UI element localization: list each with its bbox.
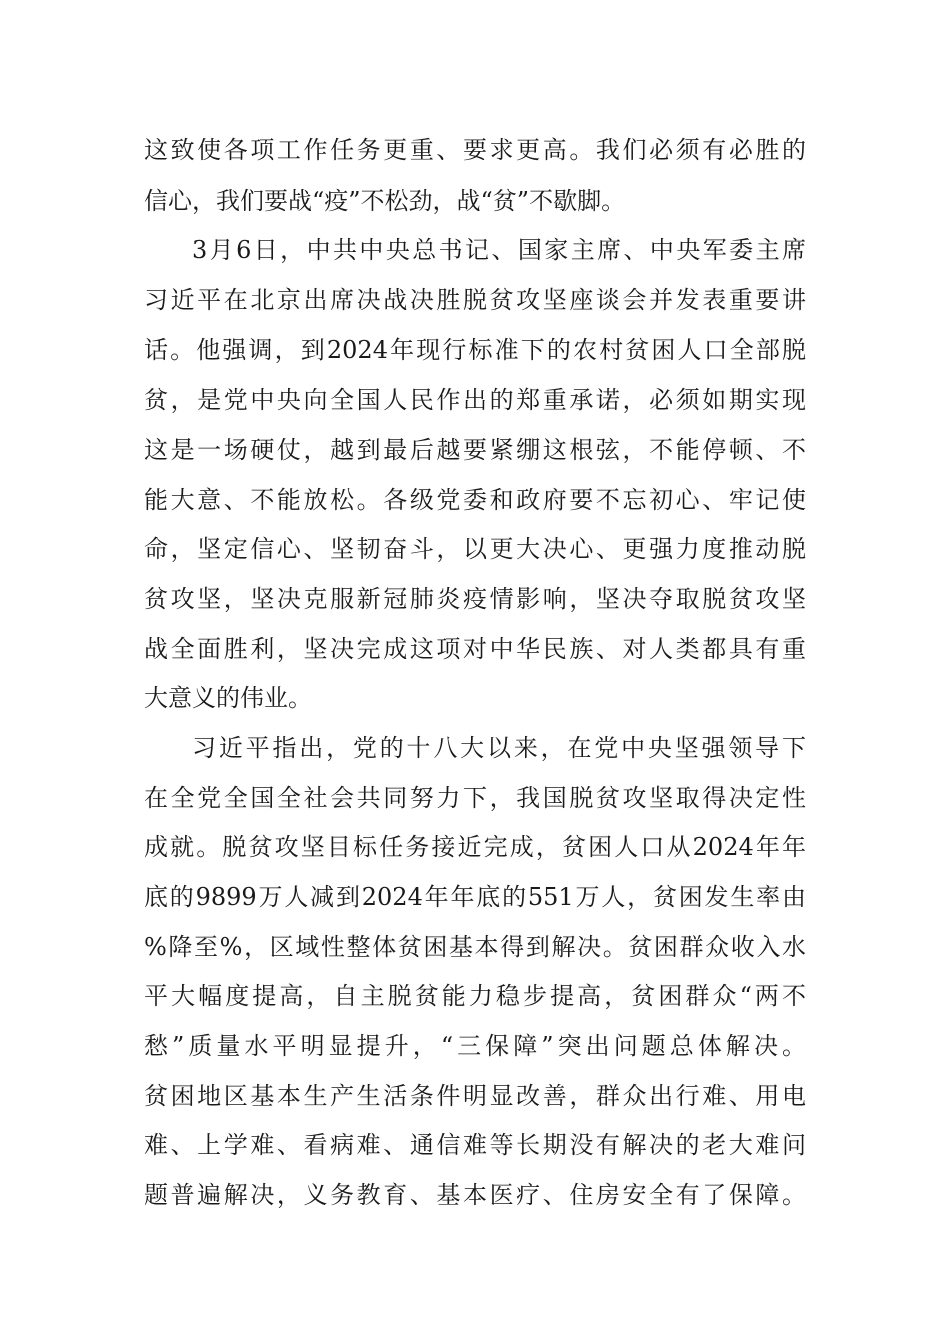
text-line: 平大幅度提高，自主脱贫能力稳步提高，贫困群众“两不 xyxy=(144,982,806,1010)
paragraph-2-line-8 xyxy=(0,574,950,624)
paragraph-3-line-1 xyxy=(0,723,950,773)
text-line: 信心，我们要战“疫”不松劲，战“贫”不歇脚。 xyxy=(144,187,626,215)
text-line: 这致使各项工作任务更重、要求更高。我们必须有必胜的 xyxy=(144,136,806,164)
paragraph-3-line-5 xyxy=(0,922,950,972)
paragraph-3-line-8 xyxy=(0,1071,950,1121)
text-line: 命，坚定信心、坚韧奋斗，以更大决心、更强力度推动脱 xyxy=(144,535,806,563)
text-line: 这是一场硬仗，越到最后越要紧绷这根弦，不能停顿、不 xyxy=(144,436,806,464)
paragraph-3-line-2 xyxy=(0,773,950,823)
text-line: 难、上学难、看病难、通信难等长期没有解决的老大难问 xyxy=(144,1131,806,1159)
text-line: 习近平指出，党的十八大以来，在党中央坚强领导下 xyxy=(192,734,806,762)
paragraph-2-line-2 xyxy=(0,275,950,325)
text-line: 能大意、不能放松。各级党委和政府要不忘初心、牢记使 xyxy=(144,486,806,514)
paragraph-2-line-10 xyxy=(0,673,950,723)
text-line: 习近平在北京出席决战决胜脱贫攻坚座谈会并发表重要讲 xyxy=(144,286,806,314)
text-line: 成就。脱贫攻坚目标任务接近完成，贫困人口从2024年年 xyxy=(144,833,806,861)
paragraph-2-line-5 xyxy=(0,425,950,475)
text-line: 底的9899万人减到2024年年底的551万人，贫困发生率由 xyxy=(144,883,806,911)
text-line: 3月6日，中共中央总书记、国家主席、中央军委主席 xyxy=(192,236,806,264)
text-line: 贫，是党中央向全国人民作出的郑重承诺，必须如期实现 xyxy=(144,386,806,414)
text-line: 在全党全国全社会共同努力下，我国脱贫攻坚取得决定性 xyxy=(144,784,806,812)
text-line: 愁”质量水平明显提升，“三保障”突出问题总体解决。 xyxy=(144,1032,806,1060)
paragraph-1-line-2 xyxy=(0,176,950,226)
paragraph-2-line-4 xyxy=(0,375,950,425)
paragraph-3-line-4 xyxy=(0,872,950,922)
paragraph-2-line-3 xyxy=(0,325,950,375)
paragraph-3-line-10 xyxy=(0,1170,950,1220)
paragraph-1-line-1 xyxy=(0,125,950,175)
paragraph-3-line-7 xyxy=(0,1021,950,1071)
paragraph-2-line-7 xyxy=(0,524,950,574)
text-line: 话。他强调，到2024年现行标准下的农村贫困人口全部脱 xyxy=(144,336,806,364)
text-line: 战全面胜利，坚决完成这项对中华民族、对人类都具有重 xyxy=(144,635,806,663)
text-line: 大意义的伟业。 xyxy=(144,684,312,712)
paragraph-2-line-6 xyxy=(0,475,950,525)
paragraph-2-line-1 xyxy=(0,225,950,275)
paragraph-2-line-9 xyxy=(0,624,950,674)
text-line: 贫攻坚，坚决克服新冠肺炎疫情影响，坚决夺取脱贫攻坚 xyxy=(144,585,806,613)
paragraph-3-line-6 xyxy=(0,971,950,1021)
text-line: %降至%，区域性整体贫困基本得到解决。贫困群众收入水 xyxy=(144,933,806,961)
paragraph-3-line-3 xyxy=(0,822,950,872)
paragraph-3-line-9 xyxy=(0,1120,950,1170)
text-line: 题普遍解决，义务教育、基本医疗、住房安全有了保障。 xyxy=(144,1181,806,1209)
text-line: 贫困地区基本生产生活条件明显改善，群众出行难、用电 xyxy=(144,1082,806,1110)
